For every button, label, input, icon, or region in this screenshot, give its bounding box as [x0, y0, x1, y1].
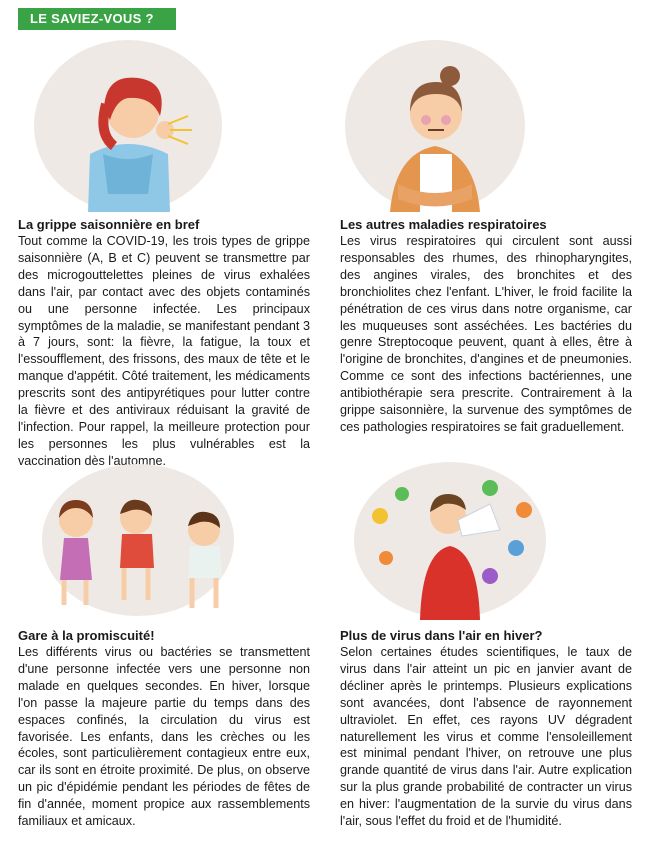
article-body: Les différents virus ou bactéries se transmettent d'une personne infectée vers une personne non malade en quelques secondes. En hiver, lorsque l'on passe la majeure partie du temps dans des espaces confinés, la circulation du virus est favorisée. Les enfants, dans les crèches ou les écoles, sont particulièrement contagieux entre eux, car ils sont en étroite proximité. De plus, on observe un pic d'épidémie pendant les périodes de fêtes de fin d'année, moment propice aux rassemblements familiaux et amicaux.: [18, 645, 310, 829]
article-winter-viruses: [340, 628, 632, 830]
article-title: Gare à la promiscuité!: [18, 628, 155, 643]
article-body: Tout comme la COVID-19, les trois types de grippe saisonnière (A, B et C) peuvent se transmettre par des microgouttelettes pleines de virus exhalées dans l'air, par contact avec des objets contaminés ou une personne infectée. Les principaux symptômes de la maladie, se manifestant pendant 3 à 7 jours, sont: la fièvre, la fatigue, la toux et l'essoufflement, des frissons, des maux de tête et le manque d'appétit. Côté traitement, les médicaments prescrits sont des antipyrétiques pour lutter contre la fièvre et des antiviraux réduisant la gravité de l'infection. Pour rappel, la meilleure protection pour les personnes les plus vulnérables est la vaccination dès l'automne.: [18, 234, 310, 468]
section-badge: LE SAVIEZ-VOUS ?: [18, 8, 176, 30]
children-illustration: [28, 460, 248, 620]
sneezing-man-illustration: [340, 460, 560, 620]
article-promiscuity: [18, 628, 310, 830]
article-title: Plus de virus dans l'air en hiver?: [340, 628, 543, 643]
article-title: Les autres maladies respiratoires: [340, 217, 547, 232]
article-title: La grippe saisonnière en bref: [18, 217, 200, 232]
coughing-woman-illustration: [28, 34, 228, 214]
sick-woman-illustration: [340, 34, 540, 214]
article-body: Selon certaines études scientifiques, le taux de virus dans l'air atteint un pic en janvier avant de décliner après le printemps. Plusieurs explications sont avancées, dont l'absence de rayonnement ultraviolet. En effet, ces rayons UV dégradent naturellement les virus et comme l'ensoleillement est minimal pendant l'hiver, on retrouve une plus grande quantité de virus dans l'air. Autre explication sur la plus grande probabilité de contracter un virus en hiver: l'augmentation de la survie du virus dans l'air, sous l'effet du froid et de l'humidité.: [340, 645, 632, 829]
article-flu-summary: [18, 217, 310, 470]
article-other-diseases: [340, 217, 632, 436]
article-body: Les virus respiratoires qui circulent sont aussi responsables des rhumes, des rhinopharyngites, des angines virales, des bronchites et des bronchiolites chez l'enfant. L'hiver, le froid facilite la pénétration de ces virus dans notre organisme, car les muqueuses sont asséchées. Les bactéries du genre Streptocoque peuvent, quant à elles, être à l'origine de bronchites, d'angines et de pneumonies. Comme ce sont des infections bactériennes, une antibiothérapie sera prescrite. Contrairement à la grippe saisonnière, la survenue des symptômes de ces pathologies respiratoires se fait graduellement.: [340, 234, 632, 434]
